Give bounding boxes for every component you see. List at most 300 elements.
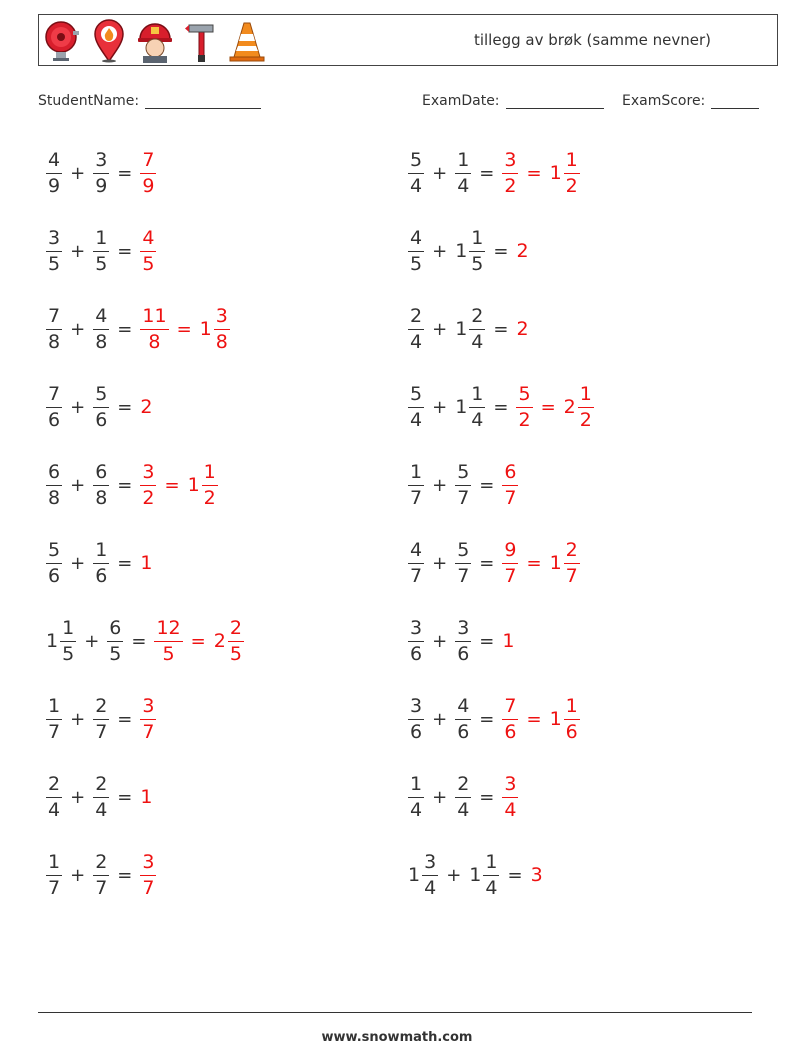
fraction bbox=[93, 540, 109, 587]
plus-sign: + bbox=[446, 864, 462, 886]
numerator: 3 bbox=[140, 696, 156, 720]
numerator: 2 bbox=[93, 852, 109, 876]
denominator: 4 bbox=[410, 174, 423, 197]
mixed-number bbox=[453, 462, 473, 509]
student-name-line[interactable] bbox=[145, 92, 261, 109]
answer bbox=[138, 696, 158, 743]
denominator: 7 bbox=[48, 720, 61, 743]
whole-part: 1 bbox=[549, 162, 562, 184]
numerator: 5 bbox=[455, 540, 471, 564]
mixed-number bbox=[212, 618, 246, 665]
numerator: 5 bbox=[46, 540, 62, 564]
mixed-number bbox=[186, 462, 220, 509]
numerator: 5 bbox=[516, 384, 532, 408]
equals-sign: = bbox=[117, 552, 133, 574]
problem-3 bbox=[44, 221, 158, 281]
numerator: 1 bbox=[469, 384, 485, 408]
student-name-field[interactable] bbox=[38, 92, 261, 109]
fraction bbox=[60, 618, 76, 665]
plus-sign: + bbox=[70, 396, 86, 418]
answer bbox=[138, 396, 152, 418]
mixed-number bbox=[44, 306, 64, 353]
denominator: 5 bbox=[471, 252, 484, 275]
answer bbox=[529, 864, 543, 886]
fraction bbox=[46, 228, 62, 275]
plus-sign: + bbox=[432, 630, 448, 652]
mixed-number bbox=[91, 384, 111, 431]
problem-13 bbox=[44, 611, 246, 671]
problem-6 bbox=[406, 299, 529, 359]
answer bbox=[152, 618, 245, 665]
numerator: 7 bbox=[502, 696, 518, 720]
denominator: 8 bbox=[48, 330, 61, 353]
problem-14 bbox=[406, 611, 514, 671]
denominator: 7 bbox=[504, 564, 517, 587]
mixed-number bbox=[514, 240, 528, 262]
whole-part: 2 bbox=[140, 396, 153, 418]
numerator: 6 bbox=[93, 462, 109, 486]
answer-equals-sign: = bbox=[164, 474, 180, 496]
whole-part: 2 bbox=[213, 630, 226, 652]
denominator: 5 bbox=[410, 252, 423, 275]
firefighter-icon bbox=[135, 19, 175, 63]
denominator: 4 bbox=[471, 330, 484, 353]
numerator: 1 bbox=[564, 696, 580, 720]
plus-sign: + bbox=[70, 552, 86, 574]
denominator: 6 bbox=[95, 564, 108, 587]
denominator: 7 bbox=[565, 564, 578, 587]
equals-sign: = bbox=[493, 396, 509, 418]
mixed-number bbox=[44, 150, 64, 197]
fire-axe-icon bbox=[181, 19, 221, 63]
denominator: 7 bbox=[95, 876, 108, 899]
answer bbox=[500, 540, 581, 587]
fraction bbox=[93, 150, 109, 197]
fraction bbox=[140, 228, 156, 275]
fire-alarm-icon bbox=[43, 19, 83, 63]
denominator: 7 bbox=[142, 876, 155, 899]
numerator: 3 bbox=[140, 852, 156, 876]
whole-part: 1 bbox=[469, 864, 482, 886]
denominator: 2 bbox=[518, 408, 531, 431]
problem-12 bbox=[406, 533, 582, 593]
plus-sign: + bbox=[432, 318, 448, 340]
fraction bbox=[408, 462, 424, 509]
problem-1 bbox=[44, 143, 158, 203]
numerator: 1 bbox=[578, 384, 594, 408]
mixed-number bbox=[138, 696, 158, 743]
mixed-number bbox=[406, 696, 426, 743]
whole-part: 1 bbox=[549, 552, 562, 574]
plus-sign: + bbox=[432, 474, 448, 496]
fraction bbox=[408, 774, 424, 821]
equals-sign: = bbox=[117, 240, 133, 262]
numerator: 1 bbox=[483, 852, 499, 876]
fraction bbox=[46, 696, 62, 743]
denominator: 5 bbox=[142, 252, 155, 275]
answer bbox=[514, 384, 595, 431]
numerator: 2 bbox=[469, 306, 485, 330]
mixed-number bbox=[138, 552, 152, 574]
answer-equals-sign: = bbox=[176, 318, 192, 340]
fraction bbox=[455, 696, 471, 743]
numerator: 9 bbox=[502, 540, 518, 564]
answer bbox=[514, 318, 528, 340]
denominator: 2 bbox=[565, 174, 578, 197]
fraction bbox=[408, 618, 424, 665]
fraction bbox=[455, 540, 471, 587]
page-title: tillegg av brøk (samme nevner) bbox=[473, 31, 711, 49]
mixed-number bbox=[91, 306, 111, 353]
fire-location-pin-icon bbox=[89, 19, 129, 63]
fraction bbox=[93, 852, 109, 899]
whole-part: 2 bbox=[563, 396, 576, 418]
problem-17 bbox=[44, 767, 152, 827]
mixed-number bbox=[44, 228, 64, 275]
fraction bbox=[502, 540, 518, 587]
mixed-number bbox=[548, 540, 582, 587]
answer bbox=[138, 552, 152, 574]
numerator: 7 bbox=[140, 150, 156, 174]
mixed-number bbox=[406, 228, 426, 275]
equals-sign: = bbox=[117, 474, 133, 496]
denominator: 4 bbox=[504, 798, 517, 821]
answer bbox=[514, 240, 528, 262]
problem-5 bbox=[44, 299, 232, 359]
numerator: 4 bbox=[46, 150, 62, 174]
numerator: 3 bbox=[455, 618, 471, 642]
denominator: 2 bbox=[579, 408, 592, 431]
equals-sign: = bbox=[117, 864, 133, 886]
denominator: 8 bbox=[215, 330, 228, 353]
whole-part: 1 bbox=[455, 396, 468, 418]
numerator: 5 bbox=[408, 384, 424, 408]
fraction bbox=[93, 384, 109, 431]
fraction bbox=[408, 540, 424, 587]
numerator: 3 bbox=[46, 228, 62, 252]
exam-date-line[interactable] bbox=[506, 92, 604, 109]
denominator: 5 bbox=[229, 642, 242, 665]
equals-sign: = bbox=[117, 708, 133, 730]
denominator: 7 bbox=[457, 564, 470, 587]
equals-sign: = bbox=[479, 786, 495, 808]
header-box bbox=[38, 14, 778, 66]
answer bbox=[500, 630, 514, 652]
equals-sign: = bbox=[493, 240, 509, 262]
fraction bbox=[469, 384, 485, 431]
problem-15 bbox=[44, 689, 158, 749]
fraction bbox=[46, 150, 62, 197]
fraction bbox=[154, 618, 182, 665]
plus-sign: + bbox=[432, 396, 448, 418]
denominator: 7 bbox=[410, 486, 423, 509]
exam-date-label: ExamDate: bbox=[422, 93, 500, 109]
mixed-number bbox=[138, 852, 158, 899]
fraction bbox=[469, 306, 485, 353]
fraction bbox=[93, 306, 109, 353]
denominator: 6 bbox=[504, 720, 517, 743]
denominator: 7 bbox=[504, 486, 517, 509]
exam-score-line[interactable] bbox=[711, 92, 759, 109]
answer-equals-sign: = bbox=[526, 552, 542, 574]
numerator: 1 bbox=[455, 150, 471, 174]
denominator: 5 bbox=[162, 642, 175, 665]
whole-part: 1 bbox=[502, 630, 515, 652]
fraction bbox=[408, 384, 424, 431]
fraction bbox=[228, 618, 244, 665]
numerator: 1 bbox=[93, 228, 109, 252]
exam-date-field[interactable] bbox=[422, 92, 604, 109]
denominator: 4 bbox=[48, 798, 61, 821]
equals-sign: = bbox=[117, 786, 133, 808]
fraction bbox=[93, 774, 109, 821]
denominator: 9 bbox=[95, 174, 108, 197]
footer-url[interactable]: www.snowmath.com bbox=[321, 1030, 473, 1045]
plus-sign: + bbox=[432, 552, 448, 574]
numerator: 2 bbox=[46, 774, 62, 798]
fraction bbox=[140, 696, 156, 743]
numerator: 3 bbox=[93, 150, 109, 174]
exam-score-field[interactable] bbox=[622, 92, 759, 109]
mixed-number bbox=[548, 150, 582, 197]
numerator: 3 bbox=[502, 774, 518, 798]
denominator: 4 bbox=[424, 876, 437, 899]
fraction bbox=[578, 384, 594, 431]
denominator: 4 bbox=[471, 408, 484, 431]
mixed-number bbox=[500, 630, 514, 652]
plus-sign: + bbox=[70, 708, 86, 730]
numerator: 1 bbox=[408, 774, 424, 798]
denominator: 6 bbox=[410, 642, 423, 665]
fraction bbox=[107, 618, 123, 665]
denominator: 4 bbox=[485, 876, 498, 899]
denominator: 4 bbox=[95, 798, 108, 821]
denominator: 9 bbox=[48, 174, 61, 197]
fraction bbox=[483, 852, 499, 899]
equals-sign: = bbox=[479, 630, 495, 652]
numerator: 2 bbox=[408, 306, 424, 330]
fraction bbox=[502, 774, 518, 821]
answer-equals-sign: = bbox=[526, 708, 542, 730]
mixed-number bbox=[406, 618, 426, 665]
fraction bbox=[455, 618, 471, 665]
problem-16 bbox=[406, 689, 582, 749]
answer-equals-sign: = bbox=[190, 630, 206, 652]
fraction bbox=[46, 852, 62, 899]
student-name-label: StudentName: bbox=[38, 93, 140, 109]
answer bbox=[500, 150, 581, 197]
equals-sign: = bbox=[131, 630, 147, 652]
denominator: 6 bbox=[95, 408, 108, 431]
mixed-number bbox=[406, 462, 426, 509]
fraction bbox=[408, 150, 424, 197]
fraction bbox=[564, 696, 580, 743]
numerator: 1 bbox=[469, 228, 485, 252]
numerator: 4 bbox=[140, 228, 156, 252]
mixed-number bbox=[91, 540, 111, 587]
denominator: 5 bbox=[48, 252, 61, 275]
numerator: 5 bbox=[93, 384, 109, 408]
denominator: 7 bbox=[95, 720, 108, 743]
numerator: 7 bbox=[46, 306, 62, 330]
mixed-number bbox=[467, 852, 501, 899]
fraction bbox=[455, 462, 471, 509]
problem-4 bbox=[406, 221, 529, 281]
numerator: 1 bbox=[46, 696, 62, 720]
denominator: 2 bbox=[203, 486, 216, 509]
mixed-number bbox=[138, 786, 152, 808]
plus-sign: + bbox=[70, 240, 86, 262]
mixed-number bbox=[138, 396, 152, 418]
answer bbox=[500, 462, 520, 509]
whole-part: 1 bbox=[455, 318, 468, 340]
denominator: 6 bbox=[565, 720, 578, 743]
denominator: 5 bbox=[109, 642, 122, 665]
mixed-number bbox=[406, 852, 440, 899]
equals-sign: = bbox=[479, 552, 495, 574]
denominator: 2 bbox=[142, 486, 155, 509]
numerator: 2 bbox=[455, 774, 471, 798]
equals-sign: = bbox=[507, 864, 523, 886]
answer bbox=[138, 228, 158, 275]
whole-part: 1 bbox=[187, 474, 200, 496]
mixed-number bbox=[44, 774, 64, 821]
fraction bbox=[502, 462, 518, 509]
denominator: 8 bbox=[148, 330, 161, 353]
fraction bbox=[455, 150, 471, 197]
problem-9 bbox=[44, 455, 220, 515]
mixed-number bbox=[44, 540, 64, 587]
denominator: 7 bbox=[142, 720, 155, 743]
mixed-number bbox=[44, 618, 78, 665]
plus-sign: + bbox=[84, 630, 100, 652]
mixed-number bbox=[138, 228, 158, 275]
mixed-number bbox=[500, 774, 520, 821]
numerator: 12 bbox=[154, 618, 182, 642]
answer bbox=[138, 462, 219, 509]
numerator: 2 bbox=[93, 696, 109, 720]
footer-divider bbox=[38, 1012, 752, 1013]
whole-part: 1 bbox=[140, 786, 153, 808]
denominator: 5 bbox=[95, 252, 108, 275]
fraction bbox=[564, 150, 580, 197]
fraction bbox=[46, 540, 62, 587]
mixed-number bbox=[453, 540, 473, 587]
fraction bbox=[516, 384, 532, 431]
plus-sign: + bbox=[432, 708, 448, 730]
numerator: 1 bbox=[60, 618, 76, 642]
fraction bbox=[408, 696, 424, 743]
problem-7 bbox=[44, 377, 152, 437]
mixed-number bbox=[406, 384, 426, 431]
plus-sign: + bbox=[432, 786, 448, 808]
plus-sign: + bbox=[432, 162, 448, 184]
fraction bbox=[93, 696, 109, 743]
mixed-number bbox=[406, 306, 426, 353]
mixed-number bbox=[152, 618, 184, 665]
exam-score-label: ExamScore: bbox=[622, 93, 706, 109]
equals-sign: = bbox=[479, 474, 495, 496]
mixed-number bbox=[514, 318, 528, 340]
header-icons bbox=[43, 19, 267, 63]
mixed-number bbox=[44, 696, 64, 743]
mixed-number bbox=[453, 618, 473, 665]
mixed-number bbox=[91, 150, 111, 197]
mixed-number bbox=[514, 384, 534, 431]
plus-sign: + bbox=[70, 318, 86, 340]
problem-2 bbox=[406, 143, 582, 203]
denominator: 2 bbox=[504, 174, 517, 197]
mixed-number bbox=[138, 306, 170, 353]
mixed-number bbox=[44, 384, 64, 431]
mixed-number bbox=[138, 150, 158, 197]
fraction bbox=[214, 306, 230, 353]
denominator: 4 bbox=[457, 174, 470, 197]
numerator: 5 bbox=[408, 150, 424, 174]
whole-part: 3 bbox=[530, 864, 543, 886]
denominator: 6 bbox=[48, 408, 61, 431]
mixed-number bbox=[91, 774, 111, 821]
fraction bbox=[93, 228, 109, 275]
equals-sign: = bbox=[117, 318, 133, 340]
plus-sign: + bbox=[70, 864, 86, 886]
plus-sign: + bbox=[70, 474, 86, 496]
plus-sign: + bbox=[70, 786, 86, 808]
mixed-number bbox=[500, 696, 520, 743]
equals-sign: = bbox=[493, 318, 509, 340]
mixed-number bbox=[500, 540, 520, 587]
problem-10 bbox=[406, 455, 520, 515]
numerator: 4 bbox=[408, 228, 424, 252]
numerator: 6 bbox=[502, 462, 518, 486]
mixed-number bbox=[198, 306, 232, 353]
numerator: 4 bbox=[455, 696, 471, 720]
whole-part: 2 bbox=[516, 318, 529, 340]
answer bbox=[138, 786, 152, 808]
fraction bbox=[202, 462, 218, 509]
fraction bbox=[46, 774, 62, 821]
numerator: 1 bbox=[202, 462, 218, 486]
mixed-number bbox=[138, 462, 158, 509]
denominator: 9 bbox=[142, 174, 155, 197]
mixed-number bbox=[406, 150, 426, 197]
fraction bbox=[46, 306, 62, 353]
numerator: 3 bbox=[214, 306, 230, 330]
fraction bbox=[93, 462, 109, 509]
numerator: 1 bbox=[408, 462, 424, 486]
fraction bbox=[140, 150, 156, 197]
equals-sign: = bbox=[117, 162, 133, 184]
fraction bbox=[140, 306, 168, 353]
whole-part: 1 bbox=[455, 240, 468, 262]
answer-equals-sign: = bbox=[540, 396, 556, 418]
denominator: 4 bbox=[410, 330, 423, 353]
mixed-number bbox=[406, 540, 426, 587]
answer bbox=[138, 852, 158, 899]
numerator: 2 bbox=[93, 774, 109, 798]
fraction bbox=[502, 696, 518, 743]
numerator: 3 bbox=[408, 618, 424, 642]
answer bbox=[500, 696, 581, 743]
problem-18 bbox=[406, 767, 520, 827]
numerator: 3 bbox=[502, 150, 518, 174]
numerator: 3 bbox=[140, 462, 156, 486]
whole-part: 2 bbox=[516, 240, 529, 262]
whole-part: 1 bbox=[140, 552, 153, 574]
equals-sign: = bbox=[479, 162, 495, 184]
numerator: 7 bbox=[46, 384, 62, 408]
denominator: 4 bbox=[410, 408, 423, 431]
